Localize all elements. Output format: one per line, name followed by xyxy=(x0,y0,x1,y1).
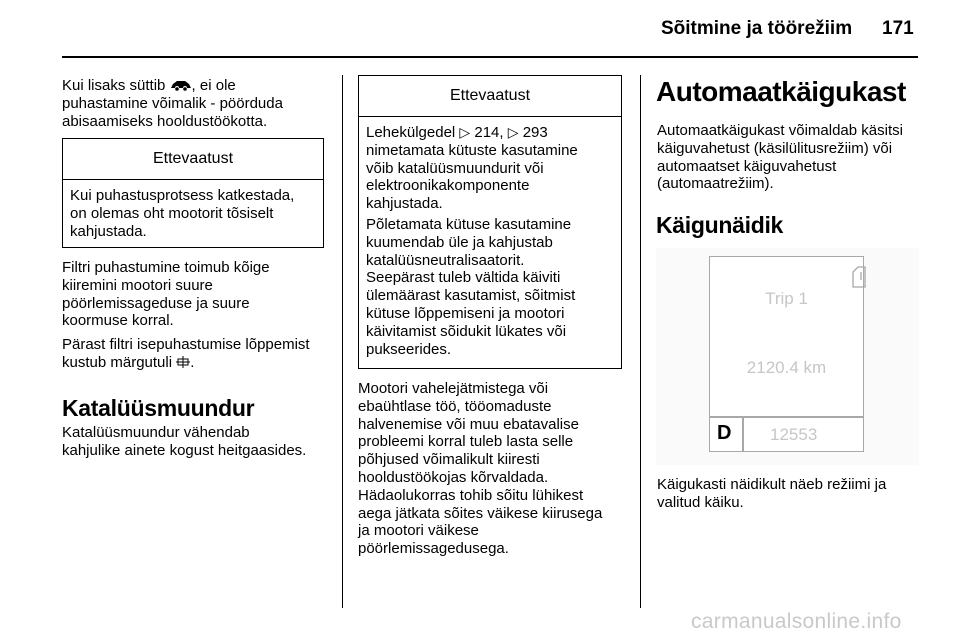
page-reference-link[interactable]: 214 xyxy=(474,124,500,141)
intro-paragraph: Kui lisaks süttib , ei ole puhastamine võimalik - pöörduda abisaamiseks hooldustöökotta. xyxy=(62,77,283,130)
diesel-filter-icon xyxy=(176,355,190,369)
door-icon xyxy=(852,266,866,288)
page-header-title: Sõitmine ja töörežiim xyxy=(661,18,853,39)
section-heading-catalytic: Katalüüsmuundur xyxy=(62,395,255,421)
watermark: carmanualsonline.info xyxy=(691,610,902,633)
section-heading-gear-indicator: Käigunäidik xyxy=(656,212,784,238)
warning-box-2: Ettevaatust Lehekülgedel ▷ 214, ▷ 293 nimetamata kütuste kasutamine võib katalüüsmuundurit või elektroonikakomponente kahjustada. Põletamata kütuse kasutamine kuumendab üle ja kahjustab katalüüsneutralisaatorit. Seepärast tuleb vältida käiviti ülemäärast kasutamist, sõitmist kütuse lõppemiseni ja mootori käivitamist sõidukit lükates või pukseerides. xyxy=(358,75,622,369)
warning-title: Ettevaatust xyxy=(63,139,323,180)
trip-label: Trip 1 xyxy=(765,289,808,308)
warning-title: Ettevaatust xyxy=(359,76,621,117)
car-warning-icon xyxy=(170,79,192,91)
odometer-value: 12553 xyxy=(770,425,818,444)
gear-letter: D xyxy=(717,422,732,444)
display-divider xyxy=(710,416,863,418)
column-divider-2 xyxy=(640,75,641,608)
page-reference-triangle-icon: ▷ xyxy=(507,124,519,140)
filter-paragraph: Filtri puhastumine toimub kõige kiiremini mootori suure pöörlemissageduse ja suure koormuse korral. xyxy=(62,259,270,330)
column-divider-1 xyxy=(342,75,343,608)
gear-indicator-caption: Käigukasti näidikult näeb režiimi ja valitud käiku. xyxy=(657,476,887,511)
misfire-paragraph: Mootori vahelejätmistega või ebaühtlase töö, tööomaduste halvenemise või muu ebatavalise probleemi korral tuleb lasta selle põhjused võimalikult kiiresti hooldustöökojas kõrvaldada. Hädaolukorras tohib sõitu lühikest aega jätkata sõites väikese kiirusega ja mootori väikese pöörlemissagedusega. xyxy=(358,380,603,558)
catalytic-paragraph: Katalüüsmuundur vähendab kahjulike ainete kogust heitgaasides. xyxy=(62,424,307,459)
trip-distance: 2120.4 km xyxy=(746,358,827,377)
section-heading-automatic: Automaatkäigukast xyxy=(656,76,906,107)
automatic-paragraph: Automaatkäigukast võimaldab käsitsi käiguvahetust (käsilülitusrežiim) või automaatset käiguvahetust (automaatrežiim). xyxy=(657,122,903,193)
filter-end-paragraph: Pärast filtri isepuhastumise lõppemist kustub märgutuli . xyxy=(62,336,310,371)
warning-box-1: Ettevaatust Kui puhastusprotsess katkestada, on olemas oht mootorit tõsiselt kahjustada. xyxy=(62,138,324,248)
display-divider-vertical xyxy=(742,416,744,452)
instrument-display xyxy=(709,256,864,452)
header-rule xyxy=(62,56,918,58)
page-reference-link[interactable]: 293 xyxy=(522,124,548,141)
page-reference-triangle-icon: ▷ xyxy=(459,124,471,140)
page-number: 171 xyxy=(882,18,914,39)
